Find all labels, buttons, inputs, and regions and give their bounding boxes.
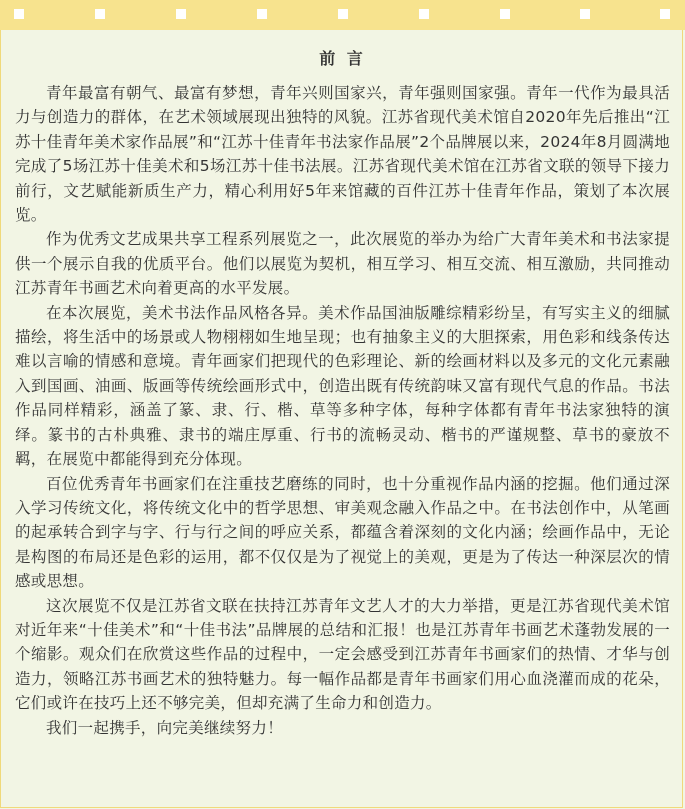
white-square-decoration	[580, 9, 590, 19]
paragraph: 我们一起携手，向完美继续努力！	[46, 718, 284, 737]
paragraph: 这次展览不仅是江苏省文联在扶持江苏青年文艺人才的大力举措，更是江苏省现代美术馆对近年来“十佳美术”和“十佳书法”品牌展的总结和汇报！也是江苏青年书画艺术蓬勃发展的一个缩影。观众们在欣赏这些作品的过程中，一定会感受到江苏青年书画家们的热情、才华与创造力，领略江苏书画艺术的独特魅力。每一幅作品都是青年书画家们用心血浇灌而成的花朵，它们或许在技巧上还不够完美，但却充满了生命力和创造力。	[15, 596, 670, 713]
paragraph: 作为优秀文艺成果共享工程系列展览之一，此次展览的举办为给广大青年美术和书法家提供一个展示自我的优质平台。他们以展览为契机，相互学习、相互交流、相互激励，共同推动江苏青年书画艺术向着更高的水平发展。	[15, 230, 670, 298]
white-square-decoration	[660, 9, 670, 19]
white-square-decoration	[176, 9, 186, 19]
white-square-decoration	[500, 9, 510, 19]
paragraph: 在本次展览，美术书法作品风格各异。美术作品国油版雕综精彩纷呈，有写实主义的细腻描绘，将生活中的场景或人物栩栩如生地呈现；也有抽象主义的大胆探索，用色彩和线条传达难以言喻的情感和意境。青年画家们把现代的色彩理论、新的绘画材料以及多元的文化元素融入到国画、油画、版画等传统绘画形式中，创造出既有传统韵味又富有现代气息的作品。书法作品同样精彩，涵盖了篆、隶、行、楷、草等多种字体，每种字体都有青年书法家独特的演绎。篆书的古朴典雅、隶书的端庄厚重、行书的流畅灵动、楷书的严谨规整、草书的豪放不羁，在展览中都能得到充分体现。	[15, 303, 670, 469]
white-square-decoration	[95, 9, 105, 19]
preface-title: 前 言	[319, 49, 366, 68]
white-square-decoration	[14, 9, 24, 19]
white-square-decoration	[257, 9, 267, 19]
white-square-decoration	[338, 9, 348, 19]
paragraph: 青年最富有朝气、最富有梦想，青年兴则国家兴，青年强则国家强。青年一代作为最具活力与创造力的群体，在艺术领域展现出独特的风貌。江苏省现代美术馆自2020年先后推出“江苏十佳青年美术家作品展”和“江苏十佳青年书法家作品展”2个品牌展以来，2024年8月圆满地完成了5场江苏十佳美术和5场江苏十佳书法展。江苏省现代美术馆在江苏省文联的领导下接力前行，文艺赋能新质生产力，精心利用好5年来馆藏的百件江苏十佳青年作品，策划了本次展览。	[15, 84, 670, 225]
paragraph: 百位优秀青年书画家们在注重技艺磨练的同时，也十分重视作品内涵的挖掘。他们通过深入学习传统文化，将传统文化中的哲学思想、审美观念融入作品之中。在书法创作中，从笔画的起承转合到字与字、行与行之间的呼应关系，都蕴含着深刻的文化内涵；绘画作品中，无论是构图的布局还是色彩的运用，都不仅仅是为了视觉上的美观，更是为了传达一种深层次的情感或思想。	[15, 474, 670, 591]
decorative-top-band	[0, 0, 685, 30]
preface-body	[15, 81, 670, 740]
white-square-decoration	[419, 9, 429, 19]
